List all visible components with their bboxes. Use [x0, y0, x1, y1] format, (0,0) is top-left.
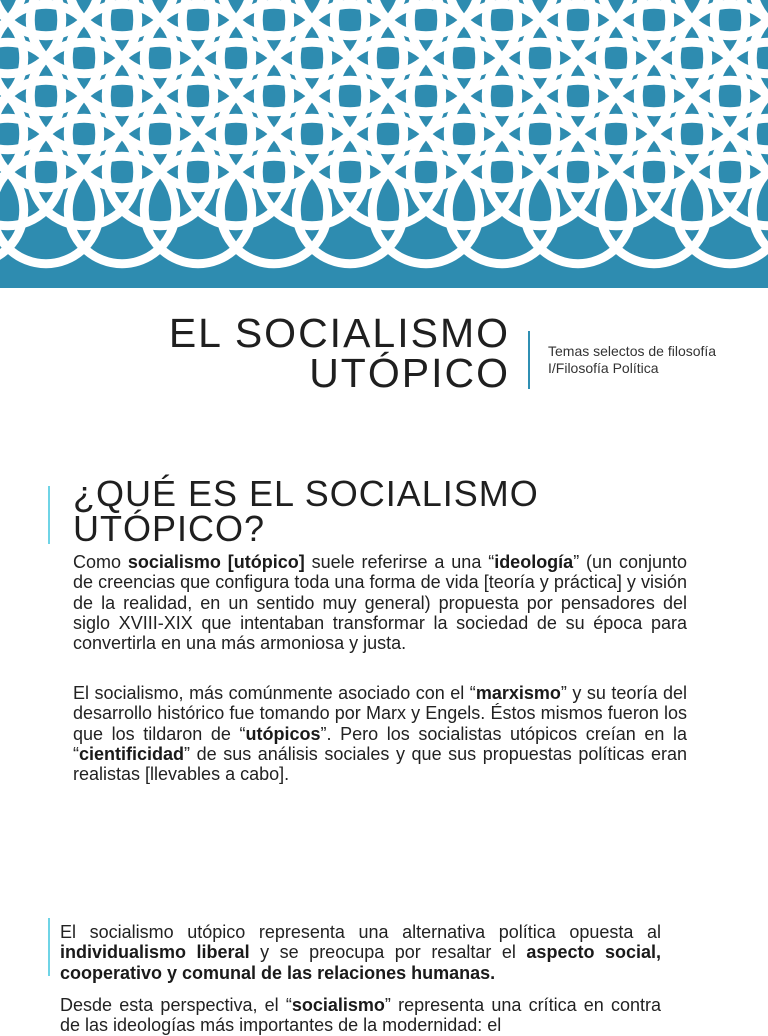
emphasis-text: marxismo	[475, 683, 561, 703]
alternative-paragraph	[60, 922, 661, 983]
body-text: y se preocupa por resaltar el	[249, 942, 527, 963]
section-accent-bar	[48, 486, 50, 544]
definition-paragraph	[73, 552, 687, 653]
section-heading	[73, 473, 733, 549]
section2-accent-bar	[48, 918, 50, 976]
body-text: ” representa una crítica en contra de las ideologías más importantes de la modernidad: el	[60, 995, 661, 1036]
body-text: El socialismo, más comúnmente asociado con el “	[73, 683, 476, 703]
emphasis-text: individualismo liberal	[60, 942, 250, 963]
body-text: ” de sus análisis sociales y que sus propuestas políticas eran realistas [llevables a cabo].	[73, 743, 687, 785]
body-text: ” (un conjunto de creencias que configura toda una forma de vida [teoría y práctica] y visión de la realidad, en un sentido muy general) propuesta por pensadores del siglo XVIII-XIX que intentaban transformar la sociedad de su época para convertirla en una más armoniosa y justa.	[73, 552, 687, 654]
title-divider	[528, 331, 530, 389]
title-line-1: EL SOCIALISMO	[168, 310, 510, 356]
title-line-2: UTÓPICO	[309, 350, 510, 396]
emphasis-text: socialismo [utópico]	[127, 552, 305, 572]
heading-line-1: ¿QUÉ ES EL SOCIALISMO	[73, 473, 539, 514]
presentation-subtitle: Temas selectos de filosofía I/Filosofía Política	[548, 343, 717, 376]
body-text: suele referirse a una “	[304, 552, 495, 572]
body-text: ”. Pero los socialistas utópicos creían en la “	[73, 723, 687, 764]
emphasis-text: aspecto social, cooperativo y comunal de las relaciones humanas.	[60, 942, 662, 983]
emphasis-text: ideología	[494, 552, 574, 572]
presentation-title	[168, 310, 510, 396]
emphasis-text: socialismo	[291, 995, 385, 1015]
decorative-pattern-banner	[0, 0, 768, 288]
body-text: Desde esta perspectiva, el “	[60, 995, 292, 1015]
body-text: ” y su teoría del desarrollo histórico fue tomando por Marx y Engels. Éstos mismos fueron los que los tildaron de “	[73, 683, 687, 744]
body-text: El socialismo utópico representa una alternativa política opuesta al	[60, 922, 661, 942]
emphasis-text: utópicos	[245, 723, 321, 744]
heading-line-2: UTÓPICO?	[73, 508, 266, 549]
critique-paragraph	[60, 995, 661, 1036]
body-text: Como	[73, 552, 128, 572]
marxism-paragraph	[73, 683, 687, 784]
emphasis-text: cientificidad	[79, 743, 185, 764]
